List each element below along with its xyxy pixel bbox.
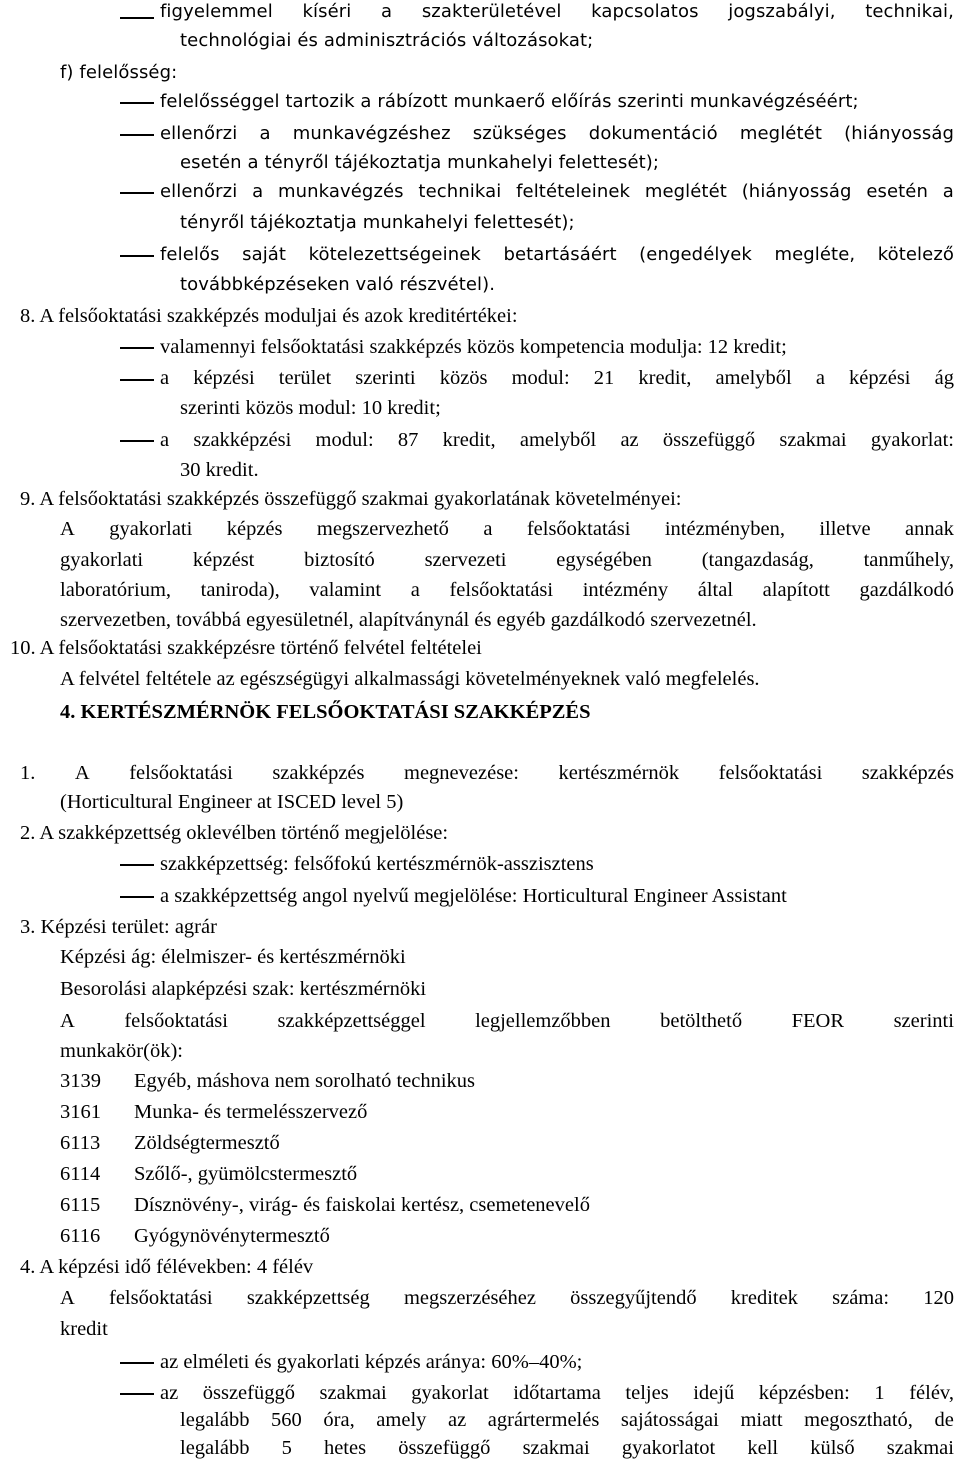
text-line: (Horticultural Engineer at ISCED level 5) xyxy=(60,791,404,813)
word: (hiányosság xyxy=(741,181,852,202)
word: közös xyxy=(439,367,488,389)
feor-name: Zöldségtermesztő xyxy=(134,1132,280,1154)
word: szerinti xyxy=(893,1010,954,1032)
word: képzési xyxy=(849,367,911,389)
text-line xyxy=(180,1433,954,1463)
text-line xyxy=(60,575,954,605)
bullet-dash xyxy=(120,347,154,349)
feor-name: Egyéb, máshova nem sorolható technikus xyxy=(134,1070,476,1092)
word: meglétét xyxy=(644,181,727,202)
word: a xyxy=(942,181,954,202)
word: felsőoktatási xyxy=(109,1287,213,1309)
word: képzésben: xyxy=(758,1382,850,1404)
word: hetes xyxy=(323,1437,367,1459)
word: 1 xyxy=(874,1382,885,1404)
feor-code: 3161 xyxy=(60,1101,101,1123)
text-line xyxy=(20,758,954,788)
text-line: esetén a tényről tájékoztatja munkahelyi felettesét); xyxy=(180,152,660,173)
word: kapcsolatos xyxy=(591,1,699,22)
word: kötelezettségeinek xyxy=(308,244,481,265)
word: a xyxy=(252,181,264,202)
word: legalább xyxy=(180,1409,250,1431)
word: intézmény xyxy=(582,579,669,601)
word: annak xyxy=(904,518,954,540)
text-line xyxy=(160,240,954,270)
word: a xyxy=(410,579,420,601)
word: modul: xyxy=(315,429,374,451)
word: megszervezhető xyxy=(316,518,449,540)
text-line: munkakör(ök): xyxy=(60,1040,183,1062)
word: saját xyxy=(242,244,287,265)
word: illetve xyxy=(819,518,871,540)
text-line xyxy=(160,119,954,149)
word: a xyxy=(160,367,170,389)
chapter-title: 4. KERTÉSZMÉRNÖK FELSŐOKTATÁSI SZAKKÉPZÉS xyxy=(60,701,591,723)
word: alapított xyxy=(762,579,830,601)
word: gyakorlat xyxy=(411,1382,489,1404)
word: 87 xyxy=(397,429,419,451)
section-heading: 4. A képzési idő félévekben: 4 félév xyxy=(20,1256,314,1278)
bullet-dash xyxy=(120,255,154,257)
bullet-dash xyxy=(120,440,154,442)
word: kredit, xyxy=(638,367,692,389)
feor-name: Szőlő-, gyümölcstermesztő xyxy=(134,1163,358,1185)
word: 1. xyxy=(20,762,36,784)
word: gyakorlati xyxy=(109,518,193,540)
word: kertészmérnök xyxy=(558,762,680,784)
word: megléte, xyxy=(774,244,856,265)
bullet-dash xyxy=(120,192,154,194)
word: szakképzettséggel xyxy=(277,1010,426,1032)
word: képzés xyxy=(226,518,283,540)
word: gazdálkodó xyxy=(859,579,954,601)
section-heading: 8. A felsőoktatási szakképzés moduljai és azok kreditértékei: xyxy=(20,305,518,327)
word: óra, xyxy=(323,1409,355,1431)
feor-row xyxy=(60,1066,475,1096)
word: technikai xyxy=(418,181,502,202)
word: sajátosságai xyxy=(620,1409,719,1431)
text-line: tényről tájékoztatja munkahelyi felettesét); xyxy=(180,212,575,233)
feor-row xyxy=(60,1097,367,1127)
text-line: f) felelősség: xyxy=(60,62,178,83)
word: egységében xyxy=(556,549,652,571)
word: biztosító xyxy=(304,549,375,571)
word: szakképzés xyxy=(272,762,365,784)
word: megosztható, xyxy=(804,1409,913,1431)
word: 560 xyxy=(271,1409,302,1431)
text-line: továbbképzéseken való részvétel). xyxy=(180,274,496,295)
bullet-dash xyxy=(120,379,154,381)
text-line: felelősséggel tartozik a rábízott munkaerő előírás szerinti munkavégzéséért; xyxy=(160,91,859,112)
bullet-dash xyxy=(120,17,154,19)
text-line xyxy=(180,1405,954,1435)
word: összegyűjtendő xyxy=(570,1287,697,1309)
bullet-dash xyxy=(120,1362,154,1364)
word: az xyxy=(620,429,639,451)
feor-code: 6116 xyxy=(60,1225,101,1247)
text-line xyxy=(160,425,954,455)
word: ág xyxy=(934,367,954,389)
word: 5 xyxy=(281,1437,292,1459)
word: 21 xyxy=(593,367,615,389)
text-line: A felvétel feltétele az egészségügyi alkalmassági követelményeknek való megfelelés. xyxy=(60,668,760,690)
word: szerinti xyxy=(355,367,416,389)
text-line xyxy=(60,514,954,544)
word: kredit, xyxy=(442,429,496,451)
feor-row xyxy=(60,1128,280,1158)
word: valamint xyxy=(309,579,382,601)
word: kíséri xyxy=(302,1,352,22)
section-heading: 9. A felsőoktatási szakképzés összefüggő szakmai gyakorlatának követelményei: xyxy=(20,488,682,510)
word: idejű xyxy=(693,1382,735,1404)
word: összefüggő xyxy=(202,1382,295,1404)
word: szakképzés xyxy=(861,762,954,784)
word: gyakorlatot xyxy=(621,1437,716,1459)
text-line: 30 kredit. xyxy=(180,459,259,481)
word: agrártermelés xyxy=(487,1409,600,1431)
word: A xyxy=(60,518,75,540)
word: betartásáért xyxy=(503,244,617,265)
word: szakmai xyxy=(522,1437,590,1459)
text-line: Besorolási alapképzési szak: kertészmérnöki xyxy=(60,978,427,1000)
feor-code: 6114 xyxy=(60,1163,101,1185)
word: (engedélyek xyxy=(639,244,752,265)
word: képzést xyxy=(192,549,255,571)
word: ellenőrzi xyxy=(160,181,238,202)
word: szakmai xyxy=(319,1382,387,1404)
word: tanműhely, xyxy=(863,549,954,571)
word: a xyxy=(381,1,393,22)
word: A xyxy=(60,1287,75,1309)
feor-name: Dísznövény-, virág- és faiskolai kertész, csemetenevelő xyxy=(134,1194,590,1216)
word: szakterületével xyxy=(421,1,562,22)
text-line: szerinti közös modul: 10 kredit; xyxy=(180,397,441,419)
word: felsőoktatási xyxy=(449,579,554,601)
word: miatt xyxy=(740,1409,783,1431)
text-line xyxy=(160,0,954,27)
word: meglétét xyxy=(739,123,822,144)
feor-code: 6115 xyxy=(60,1194,101,1216)
text-line: a szakképzettség angol nyelvű megjelölése: Horticultural Engineer Assistant xyxy=(160,885,787,907)
word: ellenőrzi xyxy=(160,123,238,144)
word: szakképzettség xyxy=(246,1287,370,1309)
word: az xyxy=(160,1382,179,1404)
word: intézményben, xyxy=(664,518,785,540)
word: képzési xyxy=(193,367,255,389)
text-line xyxy=(60,545,954,575)
word: feltételeinek xyxy=(516,181,631,202)
word: gyakorlat: xyxy=(870,429,954,451)
text-line: Képzési ág: élelmiszer- és kertészmérnöki xyxy=(60,946,406,968)
word: felsőoktatási xyxy=(718,762,823,784)
word: kell xyxy=(747,1437,779,1459)
feor-name: Gyógynövénytermesztő xyxy=(134,1225,330,1247)
word: FEOR xyxy=(791,1010,845,1032)
section-heading: 2. A szakképzettség oklevélben történő megjelölése: xyxy=(20,822,449,844)
word: megnevezése: xyxy=(404,762,519,784)
feor-row xyxy=(60,1159,357,1189)
text-line xyxy=(160,363,954,393)
feor-row xyxy=(60,1221,330,1251)
bullet-dash xyxy=(120,864,154,866)
word: időtartama xyxy=(513,1382,601,1404)
text-line: valamennyi felsőoktatási szakképzés közös kompetencia modulja: 12 kredit; xyxy=(160,336,787,358)
word: betölthető xyxy=(660,1010,743,1032)
word: összefüggő xyxy=(662,429,756,451)
word: (hiányosság xyxy=(844,123,954,144)
word: jogszabályi, xyxy=(728,1,836,22)
text-line: technológiai és adminisztrációs változásokat; xyxy=(180,30,594,51)
word: taniroda), xyxy=(200,579,280,601)
word: amelyből xyxy=(715,367,792,389)
word: de xyxy=(934,1409,954,1431)
word: szakképzési xyxy=(193,429,292,451)
word: legalább xyxy=(180,1437,250,1459)
word: felsőoktatási xyxy=(124,1010,228,1032)
text-line xyxy=(160,1378,954,1408)
word: száma: xyxy=(832,1287,890,1309)
word: esetén xyxy=(866,181,928,202)
feor-row xyxy=(60,1190,590,1220)
text-line xyxy=(60,1006,954,1036)
word: terület xyxy=(278,367,332,389)
word: amely xyxy=(376,1409,427,1431)
word: dokumentáció xyxy=(588,123,718,144)
text-line: szakképzettség: felsőfokú kertészmérnök-asszisztens xyxy=(160,853,594,875)
word: a xyxy=(815,367,825,389)
bullet-dash xyxy=(120,102,154,104)
word: amelyből xyxy=(519,429,597,451)
word: gyakorlati xyxy=(60,549,144,571)
word: legjellemzőbben xyxy=(475,1010,611,1032)
word: a xyxy=(160,429,170,451)
word: kreditek xyxy=(730,1287,798,1309)
text-line xyxy=(160,177,954,207)
word: felelős xyxy=(160,244,220,265)
word: a xyxy=(259,123,271,144)
word: 120 xyxy=(923,1287,954,1309)
word: külső xyxy=(810,1437,855,1459)
word: figyelemmel xyxy=(160,1,273,22)
feor-code: 3139 xyxy=(60,1070,101,1092)
feor-code: 6113 xyxy=(60,1132,101,1154)
word: munkavégzéshez xyxy=(292,123,451,144)
word: az xyxy=(447,1409,467,1431)
word: felsőoktatási xyxy=(526,518,631,540)
text-line: az elméleti és gyakorlati képzés aránya: 60%–40%; xyxy=(160,1351,583,1373)
word: (tangazdaság, xyxy=(701,549,814,571)
feor-name: Munka- és termelésszervező xyxy=(134,1101,368,1123)
word: félév, xyxy=(909,1382,954,1404)
word: munkavégzés xyxy=(278,181,404,202)
word: laboratórium, xyxy=(60,579,172,601)
word: felsőoktatási xyxy=(129,762,233,784)
text-line: szervezetben, továbbá egyesületnél, alapítványnál és egyéb gazdálkodó szervezetnél. xyxy=(60,609,757,631)
word: modul: xyxy=(511,367,570,389)
bullet-dash xyxy=(120,1393,154,1395)
word: szakmai xyxy=(779,429,847,451)
section-heading: 3. Képzési terület: agrár xyxy=(20,916,217,938)
word: megszerzéséhez xyxy=(403,1287,536,1309)
word: szakmai xyxy=(886,1437,954,1459)
word: összefüggő xyxy=(398,1437,491,1459)
bullet-dash xyxy=(120,134,154,136)
word: A xyxy=(60,1010,75,1032)
text-line xyxy=(60,1283,954,1313)
word: a xyxy=(483,518,493,540)
word: technikai, xyxy=(865,1,954,22)
word: szükséges xyxy=(472,123,567,144)
word: szervezeti xyxy=(424,549,507,571)
word: A xyxy=(74,762,90,784)
bullet-dash xyxy=(120,896,154,898)
section-heading: 10. A felsőoktatási szakképzésre történő felvétel feltételei xyxy=(10,637,482,659)
word: teljes xyxy=(625,1382,669,1404)
word: által xyxy=(697,579,734,601)
text-line: kredit xyxy=(60,1318,108,1340)
word: kötelező xyxy=(877,244,954,265)
